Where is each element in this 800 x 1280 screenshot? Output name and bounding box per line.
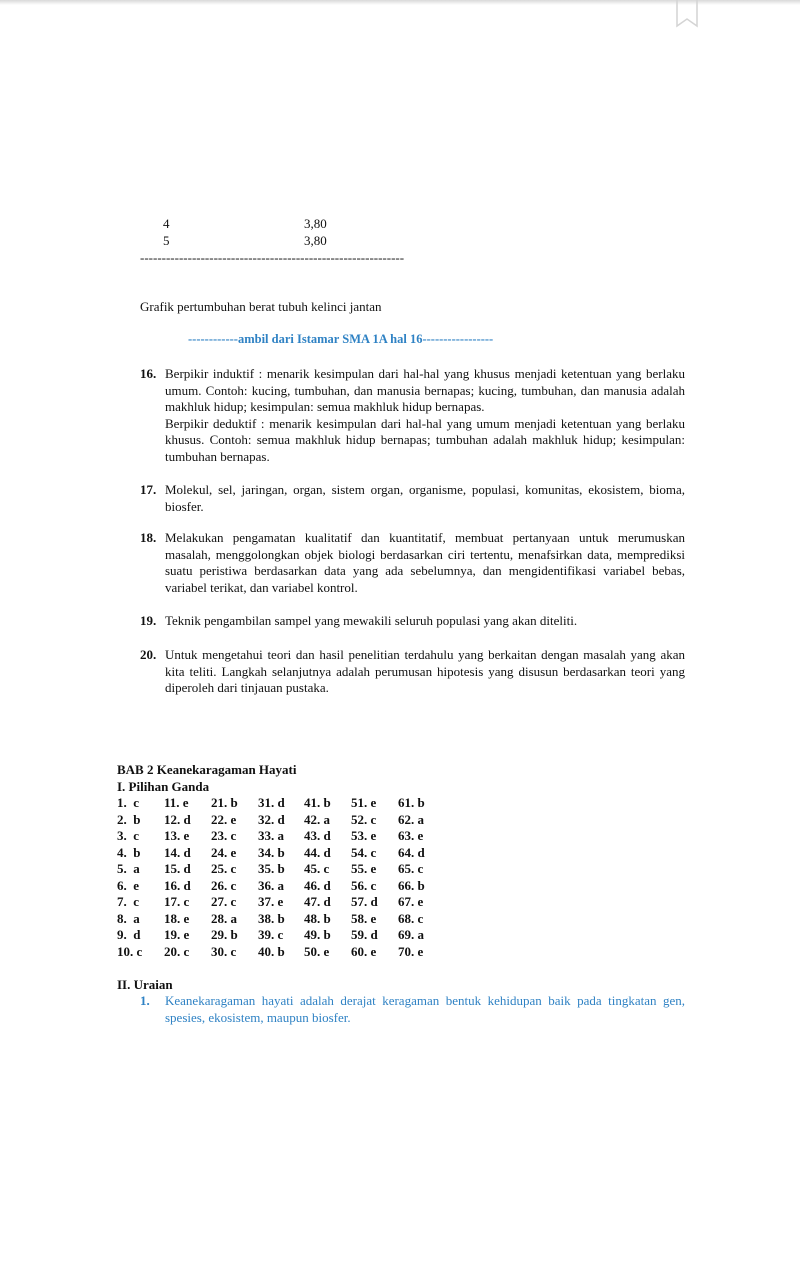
answer-key-cell: 18. e <box>164 910 190 926</box>
answer-key-cell: 33. a <box>258 828 284 843</box>
answer-key-cell: 64. d <box>398 844 425 860</box>
answer-key-cell: 45. c <box>304 861 330 876</box>
section-title-multiple-choice: I. Pilihan Ganda <box>117 779 210 794</box>
answer-key-cell: 68. c <box>398 910 424 926</box>
answer-key-cell: 8. a <box>117 910 140 926</box>
question-paragraph: Molekul, sel, jaringan, organ, sistem organ, organisme, populasi, komunitas, ekosistem, bioma, biosfer. <box>165 482 685 514</box>
answer-key-cell: 36. a <box>258 877 284 893</box>
answer-key-cell: 62. a <box>398 811 424 827</box>
answer-key-cell: 21. b <box>211 795 238 810</box>
chapter-title: BAB 2 Keanekaragaman Hayati <box>117 762 297 777</box>
answer-key-cell: 15. d <box>164 861 191 876</box>
answer-key-cell: 31. d <box>258 795 285 810</box>
row-number: 4 <box>163 216 170 231</box>
answer-key-cell: 6. e <box>117 877 140 893</box>
answer-key-cell: 42. a <box>304 811 330 827</box>
answer-key-cell: 16. d <box>164 877 191 893</box>
answer-key-cell: 53. e <box>351 828 377 843</box>
answer-key-cell: 49. b <box>304 927 331 942</box>
question-number: 19. <box>140 613 157 628</box>
answer-key-cell: 40. b <box>258 943 285 959</box>
answer-key-cell: 12. d <box>164 811 191 827</box>
answer-key-cell: 3. c <box>117 828 140 843</box>
answer-key-cell: 10. c <box>117 943 143 959</box>
answer-key-cell: 4. b <box>117 844 141 860</box>
table-row <box>163 216 327 233</box>
table-separator: ------------------------------------------------------------- <box>140 250 405 265</box>
essay-text: Keanekaragaman hayati adalah derajat keragaman bentuk kehidupan baik pada tingkatan gen, spesies, ekosistem, maupun biosfer. <box>165 993 685 1025</box>
answer-key-cell: 59. d <box>351 927 378 942</box>
bookmark-icon[interactable] <box>676 0 698 28</box>
answer-key-row <box>117 845 445 862</box>
question-17 <box>140 482 685 515</box>
answer-key-cell: 67. e <box>398 894 424 909</box>
answer-key-cell: 58. e <box>351 910 377 926</box>
essay-number: 1. <box>140 993 150 1008</box>
answer-key-cell: 66. b <box>398 877 425 893</box>
answer-key-cell: 5. a <box>117 861 140 876</box>
question-number: 17. <box>140 482 157 497</box>
answer-key-cell: 60. e <box>351 943 377 959</box>
graph-caption: Grafik pertumbuhan berat tubuh kelinci jantan <box>140 299 382 314</box>
answer-key-cell: 24. e <box>211 844 237 860</box>
essay-answer-1 <box>140 993 685 1026</box>
question-number: 16. <box>140 366 157 381</box>
answer-key-row <box>117 861 445 878</box>
answer-key-cell: 7. c <box>117 894 140 909</box>
answer-key-row <box>117 795 445 812</box>
answer-key-cell: 50. e <box>304 943 330 959</box>
answer-key-row <box>117 878 445 895</box>
answer-key-cell: 14. d <box>164 844 191 860</box>
answer-key-cell: 39. c <box>258 927 284 942</box>
answer-key-cell: 46. d <box>304 877 331 893</box>
row-number: 5 <box>163 232 170 248</box>
answer-key-cell: 55. e <box>351 861 377 876</box>
question-16 <box>140 366 685 465</box>
data-table <box>163 216 327 249</box>
answer-key-cell: 29. b <box>211 927 238 942</box>
question-paragraph: Teknik pengambilan sampel yang mewakili seluruh populasi yang akan diteliti. <box>165 613 578 628</box>
question-paragraph: Melakukan pengamatan kualitatif dan kuantitatif, membuat pertanyaan untuk merumuskan masalah, menggolongkan objek biologi berdasarkan ciri tertentu, menafsirkan data, memprediksi suatu peristiwa berdasarkan data yang ada sebelumnya, dan mengidentifikasi variabel bebas, variabel terikat, dan variabel kontrol. <box>165 530 685 595</box>
answer-key-cell: 38. b <box>258 910 285 926</box>
answer-key-grid <box>117 795 445 960</box>
answer-key-cell: 56. c <box>351 877 377 893</box>
answer-key-cell: 70. e <box>398 943 424 959</box>
answer-key-cell: 43. d <box>304 828 331 843</box>
answer-key-cell: 63. e <box>398 828 424 843</box>
answer-key-cell: 47. d <box>304 894 331 909</box>
row-value: 3,80 <box>304 232 327 248</box>
answer-key-cell: 13. e <box>164 828 190 843</box>
question-paragraph: Untuk mengetahui teori dan hasil penelitian terdahulu yang berkaitan dengan masalah yang akan kita teliti. Langkah selanjutnya adalah perumusan hipotesis yang disusun berdasarkan teori yang diperoleh dari tinjauan pustaka. <box>165 647 685 695</box>
question-number: 20. <box>140 647 157 662</box>
section-title-essay: II. Uraian <box>117 977 173 992</box>
answer-key-cell: 44. d <box>304 844 331 860</box>
question-20 <box>140 647 685 697</box>
answer-key-row <box>117 828 445 845</box>
answer-key-cell: 32. d <box>258 811 285 827</box>
question-19 <box>140 613 685 630</box>
question-paragraph: Berpikir induktif : menarik kesimpulan dari hal-hal yang khusus menjadi ketentuan yang berlaku umum. Contoh: kucing, tumbuhan, dan manusia bernapas; kucing, tumbuhan, dan manusia adalah makhluk hidup; kesimpulan: semua makhluk hidup bernapas. <box>165 366 685 414</box>
answer-key-cell: 69. a <box>398 927 424 942</box>
answer-key-cell: 34. b <box>258 844 285 860</box>
answer-key-row <box>117 944 445 961</box>
question-18 <box>140 530 685 596</box>
answer-key-cell: 54. c <box>351 844 377 860</box>
answer-key-cell: 28. a <box>211 910 237 926</box>
answer-key-cell: 22. e <box>211 811 237 827</box>
answer-key-cell: 26. c <box>211 877 237 893</box>
answer-key-cell: 51. e <box>351 795 377 810</box>
source-note: ------------ambil dari Istamar SMA 1A hal 16----------------- <box>188 332 494 346</box>
answer-key-cell: 41. b <box>304 795 331 810</box>
answer-key-cell: 19. e <box>164 927 190 942</box>
answer-key-cell: 1. c <box>117 795 140 810</box>
answer-key-cell: 61. b <box>398 795 425 810</box>
answer-key-cell: 25. c <box>211 861 237 876</box>
answer-key-cell: 48. b <box>304 910 331 926</box>
question-paragraph: Berpikir deduktif : menarik kesimpulan dari hal-hal yang umum menjadi ketentuan yang berlaku khusus. Contoh: semua makhluk hidup bernapas; tumbuhan adalah makhluk hidup; kesimpulan: tumbuhan bernapas. <box>165 415 685 464</box>
table-row <box>163 232 327 250</box>
answer-key-cell: 23. c <box>211 828 237 843</box>
answer-key-row <box>117 927 445 944</box>
answer-key-cell: 57. d <box>351 894 378 909</box>
answer-key-row <box>117 894 445 911</box>
answer-key-cell: 27. c <box>211 894 237 909</box>
answer-key-row <box>117 911 445 928</box>
answer-key-cell: 52. c <box>351 811 377 827</box>
row-value: 3,80 <box>304 216 327 231</box>
answer-key-cell: 30. c <box>211 943 237 959</box>
answer-key-cell: 17. c <box>164 894 190 909</box>
answer-key-cell: 2. b <box>117 811 141 827</box>
answer-key-cell: 35. b <box>258 861 285 876</box>
answer-key-cell: 37. e <box>258 894 284 909</box>
answer-key-cell: 20. c <box>164 943 190 959</box>
answer-key-row <box>117 812 445 829</box>
answer-key-cell: 9. d <box>117 927 141 942</box>
answer-key-cell: 11. e <box>164 795 189 810</box>
question-number: 18. <box>140 530 157 545</box>
answer-key-cell: 65. c <box>398 861 424 876</box>
